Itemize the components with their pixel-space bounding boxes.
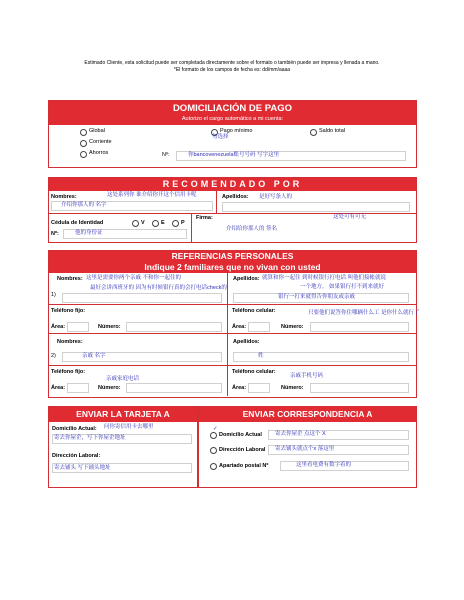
enviar-tarjeta-title: ENVIAR LA TARJETA A <box>76 409 170 419</box>
numero-cuenta-value: 你bancovenezuela账号号码 写字这里 <box>188 152 280 158</box>
ref2-divider <box>48 365 417 366</box>
ref2-area-cel-field[interactable] <box>248 383 270 393</box>
cedula-v-radio[interactable] <box>132 220 139 227</box>
corr-domicilio-value: 寄去你屋企 点这个 X <box>275 431 326 437</box>
saldo-total-radio[interactable] <box>310 129 317 136</box>
ref1-numero-cel-label: Número: <box>281 324 304 330</box>
tarjeta-domicilio-value: 寄去你屋企，写下你屋企地址 <box>54 435 126 441</box>
referencias-subtitle: Indique 2 familiares que no vivan con usted <box>144 262 321 272</box>
ref2-numero-fijo-label: Número: <box>98 385 121 391</box>
corr-laboral-radio[interactable] <box>210 447 217 454</box>
enviar-correspondencia-title: ENVIAR CORRESPONDENCIA A <box>242 409 373 419</box>
ref1-nombres-label: Nombres: <box>57 276 83 282</box>
ref1-nombres-note-1: 这里是需要你两个亲戚 不和你一起住的 <box>86 275 182 281</box>
ref1-area-fijo-field[interactable] <box>67 322 89 332</box>
global-radio[interactable] <box>80 129 87 136</box>
nombres-value: 介绍你那人的 名字 <box>61 202 107 208</box>
tarjeta-laboral-value: 寄去铺头 写下铺头地址 <box>54 465 111 471</box>
enviar-tarjeta-header <box>49 407 197 422</box>
ref1-telefono-fijo-label: Teléfono fijo: <box>51 308 86 314</box>
ref1-area-cel-label: Área: <box>232 324 247 330</box>
nombres-note: 这处系列你 谁介绍你开这个信用卡呢 <box>107 192 197 198</box>
global-label: Global <box>89 128 105 134</box>
ref1-numero-fijo-label: Número: <box>98 324 121 330</box>
ref2-nombres-label: Nombres: <box>57 339 83 345</box>
ref1-apellidos-note-2: 一个地方。 如果银行打不到来就好 <box>300 284 385 290</box>
referencias-divider-center <box>227 272 228 396</box>
intro-line-2: *El formato de los campos de fecha es: dd/mm/aaaa <box>173 67 291 73</box>
cedula-numero-label: Nº: <box>51 231 59 237</box>
ref2-nombres-value: 亲戚 名字 <box>82 353 106 359</box>
firma-note: 这处可有可无 <box>333 214 367 220</box>
intro-line-1: Estimado Cliente, esta solicitud puede ser completada directamente sobre el formato o también puede ser impresa y llenada a mano. <box>84 60 380 66</box>
cedula-e-label: E <box>161 220 165 226</box>
ref1-number: 1) <box>51 292 56 298</box>
cedula-p-label: P <box>181 220 185 226</box>
apellidos-label: Apellidos: <box>222 194 249 200</box>
ref1-nombres-note-2: 最好会讲西班牙的 因为有时候银行真的会打电话check的 <box>90 285 227 291</box>
corr-apartado-value: 这里看电费有数字着的 <box>296 462 352 468</box>
ahorros-radio[interactable] <box>80 151 87 158</box>
ref2-apellidos-value: 姓 <box>258 353 264 359</box>
ref2-telefono-fijo-value: 亲戚家庭电话 <box>106 376 140 382</box>
ref1-telefono-celular-label: Teléfono celular: <box>232 308 276 314</box>
corr-domicilio-radio[interactable] <box>210 432 217 439</box>
ref2-telefono-celular-value: 亲戚手机号码 <box>290 373 324 379</box>
apellidos-field[interactable] <box>222 202 410 212</box>
ref1-celular-note: 只要他们说答你住哪辆什么工 是你什么就行了 <box>308 310 420 316</box>
ref2-telefono-fijo-label: Teléfono fijo: <box>51 369 86 375</box>
domiciliacion-subtitle: Autorizo el cargo automático a mi cuenta: <box>181 116 284 122</box>
corr-apartado-radio[interactable] <box>210 463 217 470</box>
ref2-apellidos-label: Apellidos: <box>233 339 260 345</box>
numero-cuenta-label: Nº: <box>162 152 170 158</box>
apellidos-value: 是好写条人的 <box>259 194 293 200</box>
domiciliacion-title: DOMICILIACIÓN DE PAGO <box>172 103 293 114</box>
corr-domicilio-check: ✓ <box>213 426 218 432</box>
domiciliacion-header <box>49 101 416 125</box>
ref1-apellidos-note-3: 银行一打来就得告你朋友或亲戚 <box>278 294 356 300</box>
corr-laboral-value: 寄去铺头就点个x 落这里 <box>275 446 335 452</box>
saldo-total-label: Saldo total <box>319 128 345 134</box>
cedula-e-radio[interactable] <box>152 220 159 227</box>
corr-apartado-label: Apartado postal Nº <box>219 463 269 469</box>
enviar-tarjeta-section <box>48 406 198 488</box>
corr-laboral-label: Dirección Laboral <box>219 447 266 453</box>
ref2-number: 2) <box>51 353 56 359</box>
firma-value: 介绍给你那人的 签名 <box>226 226 278 232</box>
recomendado-title: RECOMENDADO POR <box>162 179 303 189</box>
cedula-label: Cédula de Identidad <box>51 220 104 226</box>
ref-divider-middle <box>48 333 417 334</box>
ref2-telefono-celular-label: Teléfono celular: <box>232 369 276 375</box>
tarjeta-laboral-label: Dirección Laboral: <box>52 453 101 459</box>
ref1-apellidos-note-1: 就算和你一起住 到时候银行打电话 叫他们接帐就说 <box>262 275 387 281</box>
firma-label: Firma: <box>196 215 213 221</box>
ref2-area-fijo-label: Área: <box>51 385 66 391</box>
ref1-numero-fijo-field[interactable] <box>126 322 222 332</box>
ref2-numero-cel-field[interactable] <box>310 383 409 393</box>
cedula-p-radio[interactable] <box>172 220 179 227</box>
pago-minimo-label: Pago mínimo <box>220 128 253 134</box>
nombres-label: Nombres: <box>51 194 77 200</box>
tarjeta-domicilio-label: Domicilio Actual: <box>52 426 97 432</box>
ref2-area-cel-label: Área: <box>232 385 247 391</box>
ref1-apellidos-label: Apellidos: <box>233 276 260 282</box>
recomendado-divider-1 <box>216 191 217 213</box>
referencias-header <box>49 251 416 273</box>
enviar-correspondencia-header <box>199 407 416 422</box>
ref2-numero-fijo-field[interactable] <box>126 383 222 393</box>
referencias-title: REFERENCIAS PERSONALES <box>171 251 294 261</box>
pago-minimo-note: 勿选择 <box>212 134 229 140</box>
ref2-numero-cel-label: Número: <box>281 385 304 391</box>
cedula-v-label: V <box>141 220 145 226</box>
ref1-area-cel-field[interactable] <box>248 322 270 332</box>
ahorros-label: Ahorros <box>89 150 109 156</box>
recomendado-header <box>49 178 416 191</box>
ref1-numero-cel-field[interactable] <box>310 322 409 332</box>
ref1-nombres-field[interactable] <box>62 293 222 303</box>
ref1-area-fijo-label: Área: <box>51 324 66 330</box>
ref1-divider <box>48 304 417 305</box>
recomendado-divider-3 <box>191 213 192 242</box>
tarjeta-domicilio-note: 问你寄信用卡去哪里 <box>104 424 154 430</box>
cedula-numero-value: 他的身份证 <box>75 230 103 236</box>
corriente-radio[interactable] <box>80 140 87 147</box>
corriente-label: Corriente <box>89 139 112 145</box>
corr-domicilio-label: Domicilio Actual <box>219 432 262 438</box>
ref2-area-fijo-field[interactable] <box>67 383 89 393</box>
